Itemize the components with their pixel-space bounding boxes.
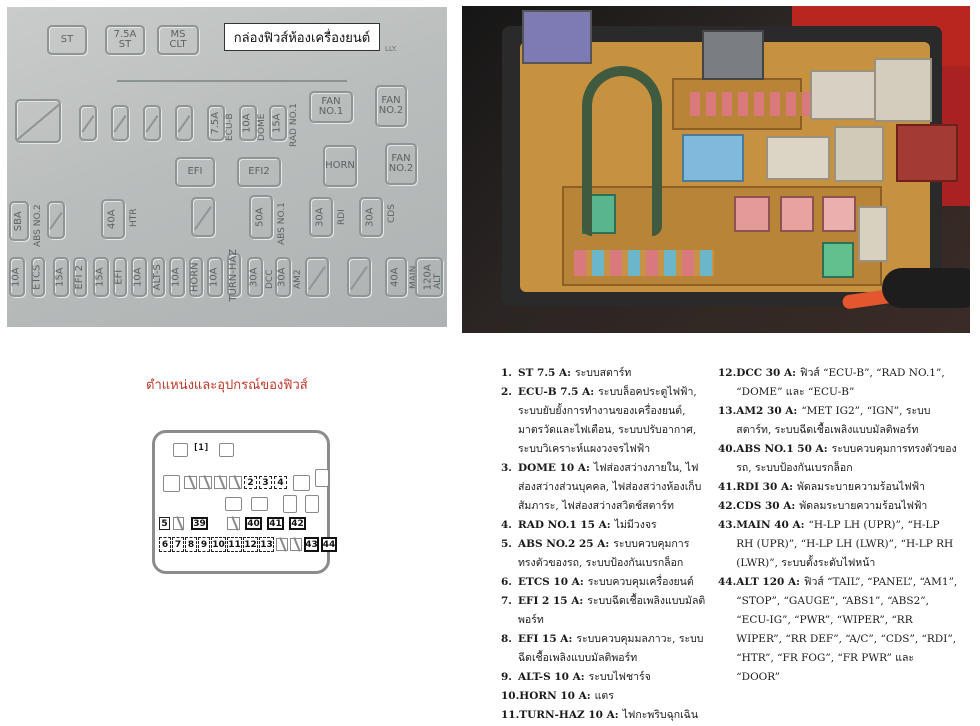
lid-efib-name [113,257,127,297]
legend-item-fuse: EFI 2 15 A: [518,595,584,607]
legend-item-fuse: CDS 30 A: [736,500,796,512]
relay-grey [702,30,764,80]
lid-cds-fuse [359,197,383,237]
lid-efi2-relay [237,157,281,187]
lid-divider [117,80,347,82]
location-slot [163,475,180,492]
legend-item [501,668,713,687]
lid-spare-slot [175,105,193,141]
lid-ms-label: MS [170,28,186,40]
legend-item [718,440,958,478]
legend-item [501,535,713,573]
legend-item-body [736,516,958,573]
legend-item-number: 44. [718,576,737,588]
lid-fan2-relay [375,85,407,127]
legend-item-description: ไฟส่องสว่างภายใน, ไฟส่องสว่างส่วนบุคคล, ไฟส่องสว่างห้องเก็บสัมภาระ, ไฟส่องสว่างสวิตช์สตาร์ท [518,462,702,512]
lid-dcc-fuse [247,257,263,297]
legend-item-fuse: AM2 30 A: [736,405,798,417]
lid-dome-fuse [239,105,257,141]
lid-rad-label: RAD NO.1 [289,103,299,147]
legend-item-number: 6. [501,576,512,588]
location-number-3: 3 [259,476,272,489]
lid-etcs-fuse [31,257,45,297]
legend-item-number: 11. [501,709,520,721]
fuse-legend-right [718,364,958,687]
lid-alts-fuse [131,257,147,297]
legend-item-number: 10. [501,690,520,702]
legend-item [718,516,958,573]
relay-beige [834,126,884,182]
legend-item-number: 42. [718,500,737,512]
relay-beige [874,58,932,122]
lid-cds-label: CDS [387,204,397,223]
legend-item-number: 5. [501,538,512,550]
lid-st-fuse [105,25,145,55]
lid-rdi-fuse [309,197,333,237]
fuse-beige [858,206,888,262]
location-number-4: 4 [274,476,287,489]
lid-alts-label: ALT-S [151,263,163,291]
legend-item [718,478,958,497]
lid-st-name: ST [118,39,132,50]
legend-item-body [518,459,713,516]
location-slot [283,495,297,513]
fuse-pink [780,196,814,232]
legend-item-body [518,383,713,459]
mini-fuse-row [690,92,810,116]
lid-am2-label: AM2 [293,269,303,289]
lid-dcc-amp: 30A [248,267,260,287]
legend-item-number: 41. [718,481,737,493]
lid-rad-fuse [269,105,287,141]
legend-item [501,592,713,630]
lid-efi2-label: EFI2 [248,165,270,177]
lid-cds-amp: 30A [364,207,376,227]
legend-item-number: 40. [718,443,737,455]
legend-item-fuse: ABS NO.2 25 A: [518,538,610,550]
lid-horn-relay [323,145,357,187]
legend-item-fuse: RDI 30 A: [736,481,793,493]
legend-item-fuse: ALT-S 10 A: [518,671,585,683]
lid-alts-amp: 10A [132,267,144,287]
legend-item-body [736,402,958,440]
fuse-location-diagram [152,430,336,574]
legend-item-description: ระบบควบคุมเครื่องยนต์ [587,576,694,588]
fuse-box-lid-image [7,7,447,327]
lid-am2-fuse [275,257,291,297]
legend-item-body [736,364,958,402]
legend-item-body [736,573,958,687]
wire-harness [582,66,662,236]
location-spare [290,538,302,551]
relay-beige [766,136,830,180]
location-number-39: 39 [191,517,208,530]
lid-horn-label: HORN [325,159,355,171]
location-spare [184,476,197,489]
legend-item-fuse: ALT 120 A: [736,576,801,588]
lid-efi-label: EFI [187,165,203,177]
location-slot [293,475,310,491]
legend-item-body [518,364,713,383]
lid-fan2b-label: FAN NO.2 [388,152,414,174]
lid-efib-amp: 15A [94,267,106,287]
legend-item-body [518,630,713,668]
location-number-8: 8 [185,537,197,552]
legend-item-number: 43. [718,519,737,531]
location-number-43: 43 [304,537,319,552]
lid-hornb-name [189,257,203,297]
lid-st-amp: 7.5A [113,28,137,40]
lid-abs2-label: ABS NO.2 [33,204,43,247]
legend-item-number: 1. [501,367,512,379]
lid-sba-fuse [9,201,29,241]
location-number-41: 41 [267,517,284,530]
lid-am2-amp: 30A [276,267,288,287]
lid-sba-amp: SBA [12,210,24,232]
lid-ecub-amp: 7.5A [209,111,221,135]
legend-item-description: แตร [594,690,614,702]
lid-caption: กล่องฟิวส์ห้องเครื่องยนต์ [224,23,380,51]
legend-item [501,383,713,459]
fuse-green [822,242,854,278]
lid-spare-slot [347,257,371,297]
legend-item-fuse: ECU-B 7.5 A: [518,386,595,398]
lid-alts-name [151,257,165,297]
lid-abs1-label: ABS NO.1 [277,202,287,245]
legend-item-body [518,516,713,535]
lid-turn-label: TURN-HAZ [227,248,239,302]
lid-rdi-amp: 30A [314,207,326,227]
lid-spare-slot [143,105,161,141]
location-number-7: 7 [172,537,184,552]
lid-fan2b-relay [385,143,417,185]
lid-hornb-amp: 10A [170,267,182,287]
legend-item-body [518,592,713,630]
lid-etcs-label: ETCS [31,264,43,290]
lid-ecub-fuse [207,105,225,141]
lid-ms-clt-slot [157,25,199,55]
location-slot [251,497,268,511]
location-slot [219,443,234,457]
fuse-pink [734,196,770,232]
location-number-11: 11 [227,537,242,552]
legend-item-description: ระบบควบคุมการทรงตัวของรถ, ระบบป้องกันเบรกล็อก [518,538,690,569]
lid-spare-slot [111,105,129,141]
legend-item-description: “MET IG2”, “IGN”, ระบบสตาร์ท, ระบบฉีดเชื้อเพลิงแบบมัลติพอร์ท [736,405,931,436]
lid-spare-slot [47,201,65,239]
legend-item-body [518,573,713,592]
lid-efib-fuse [93,257,109,297]
legend-item-fuse: DOME 10 A: [518,462,590,474]
location-number-10: 10 [211,537,226,552]
lid-alt-label: ALT [433,273,443,289]
lid-dcc-label: DCC [265,269,275,289]
lid-main-amp: 40A [389,267,401,287]
location-number-5: 5 [159,517,170,530]
legend-item-body [518,668,713,687]
legend-item-description: ระบบไฟชาร์จ [588,671,651,683]
legend-item-number: 4. [501,519,512,531]
location-slot [315,469,329,487]
legend-item-description: ระบบล็อคประตูไฟฟ้า, ระบบยับยั้งการทำงานของเครื่องยนต์, มาตรวัดและไฟเตือน, ระบบปรับอากาศ, ระบบวิเคราะห์แผงวงจรไฟฟ้า [518,386,697,455]
relay-beige [810,70,880,120]
lid-abs1-amp: 50A [254,207,266,227]
legend-item-description: พัดลมระบายความร้อนไฟฟ้า [799,500,928,512]
legend-item [501,630,713,668]
lid-clt-label: CLT [169,39,187,50]
legend-item-number: 8. [501,633,512,645]
location-number-12: 12 [243,537,258,552]
fuse-pink [822,196,856,232]
legend-item [718,402,958,440]
legend-item-body [736,497,958,516]
location-number-40: 40 [245,517,262,530]
location-spare [173,517,184,530]
legend-item [501,573,713,592]
legend-item [718,573,958,687]
location-spare [227,517,240,530]
location-spare [199,476,212,489]
location-title: ตำแหน่งและอุปกรณ์ของฟิวส์ [146,378,308,393]
location-number-42: 42 [289,517,306,530]
lid-alt-amp: 120A [422,264,434,290]
lid-tag: LLY. [385,45,397,53]
legend-item-fuse: ETCS 10 A: [518,576,584,588]
lid-dome-label: DOME [257,113,267,141]
legend-item-fuse: MAIN 40 A: [736,519,805,531]
lid-spare-slot [305,257,329,297]
lid-main-label: MAIN [409,265,419,289]
legend-item-body [518,535,713,573]
lid-efi2b-name [73,257,87,297]
lid-fan1-relay [309,91,353,123]
fuse-legend-left [501,364,713,725]
legend-item [501,364,713,383]
legend-item-fuse: EFI 15 A: [518,633,573,645]
lid-htr-amp: 40A [106,209,118,229]
lid-bottom-fuse [9,257,25,297]
lid-turn-amp: 10A [208,267,220,287]
lid-efib-label: EFI [113,269,125,285]
location-number-13: 13 [259,537,274,552]
lid-turn-name [227,248,241,302]
black-hose [882,268,970,308]
relay-purple [522,10,592,64]
lid-large-slot [15,99,61,143]
legend-item-body [519,706,713,725]
legend-item-description: ระบบฉีดเชื้อเพลิงแบบมัลติพอร์ท [518,595,706,626]
lid-st-label: ST [60,33,74,45]
lid-fan2-label: FAN NO.2 [378,94,404,116]
legend-item-description: ระบบสตาร์ท [575,367,632,379]
relay-red [896,124,958,182]
location-number-44: 44 [321,537,337,552]
location-number-2: 2 [244,476,257,489]
location-slot [225,497,242,511]
lid-turn-fuse [207,257,223,297]
lid-spare-slot [191,197,215,237]
lid-hornb-label: HORN [189,262,201,292]
legend-item-number: 9. [501,671,512,683]
legend-item-fuse: HORN 10 A: [519,690,591,702]
lid-abs1-fuse [249,195,273,239]
lid-st-slot [47,25,87,55]
legend-item-fuse: TURN-HAZ 10 A: [519,709,619,721]
legend-item-description: ฟิวส์ “ECU-B”, “RAD NO.1”, “DOME” และ “ECU-B” [736,367,945,398]
legend-item-fuse: ST 7.5 A: [518,367,571,379]
legend-item-description: “H-LP LH (UPR)”, “H-LP RH (UPR)”, “H-LP LH (LWR)”, “H-LP RH (LWR)”, ระบบตั้งระดับไฟหน้า [736,519,954,569]
location-number-1: [1] [193,443,210,453]
lid-efi-relay [175,157,215,187]
lid-ecub-label: ECU-B [225,113,235,141]
engine-bay-photo [462,6,970,333]
location-spare [229,476,242,489]
location-spare [214,476,227,489]
legend-item-body [519,687,713,706]
legend-item [718,497,958,516]
location-slot [173,443,188,457]
legend-item-fuse: ABS NO.1 50 A: [736,443,828,455]
lid-efi2b-label: EFI 2 [73,264,85,290]
location-spare [276,538,288,551]
legend-item-description: ระบบควบคุมการทรงตัวของรถ, ระบบป้องกันเบรกล็อก [736,443,957,474]
legend-item-number: 3. [501,462,512,474]
legend-item-fuse: RAD NO.1 15 A: [518,519,611,531]
legend-item-number: 7. [501,595,512,607]
legend-item-description: พัดลมระบายความร้อนไฟฟ้า [796,481,925,493]
legend-item-body [736,440,958,478]
legend-item-fuse: DCC 30 A: [736,367,797,379]
legend-item [501,706,713,725]
location-slot [305,495,319,513]
lid-dome-amp: 10A [241,113,253,133]
legend-item-description: ระบบควบคุมมลภาวะ, ระบบฉีดเชื้อเพลิงแบบมัลติพอร์ท [518,633,704,664]
legend-item [718,364,958,402]
lid-bottom-amp: 10A [10,267,22,287]
lid-htr-fuse [101,199,125,239]
location-number-9: 9 [198,537,210,552]
lid-spare-slot [79,105,97,141]
lid-rad-amp: 15A [271,113,283,133]
lid-efi2b-amp: 15A [54,267,66,287]
legend-item-description: ฟิวส์ “TAIL”, “PANEL”, “AM1”, “STOP”, “GAUGE”, “ABS1”, “ABS2”, “ECU-IG”, “PWR”, “WIPER”, “RR WIPER”, “RR DEF”, “A/C”, “CDS”, “RDI”, “HTR”, “FR FOG”, “FR PWR” และ “DOOR” [736,576,958,683]
legend-item-description: ไฟกะพริบฉุกเฉิน [622,709,698,721]
relay-blue [682,134,744,182]
legend-item-number: 2. [501,386,512,398]
lid-main-fuse [385,257,407,297]
legend-item-number: 12. [718,367,737,379]
lid-fan1-label: FAN NO.1 [318,95,344,117]
lid-rdi-label: RDI [337,209,347,225]
lid-htr-label: HTR [129,208,139,227]
legend-item-description: ไม่มีวงจร [614,519,657,531]
legend-item [501,459,713,516]
lid-hornb-fuse [169,257,185,297]
lid-efi2b-fuse [53,257,69,297]
legend-item-number: 13. [718,405,737,417]
legend-item [501,687,713,706]
legend-item-body [736,478,958,497]
location-number-6: 6 [159,537,171,552]
mini-fuse-row [574,250,714,276]
legend-item [501,516,713,535]
